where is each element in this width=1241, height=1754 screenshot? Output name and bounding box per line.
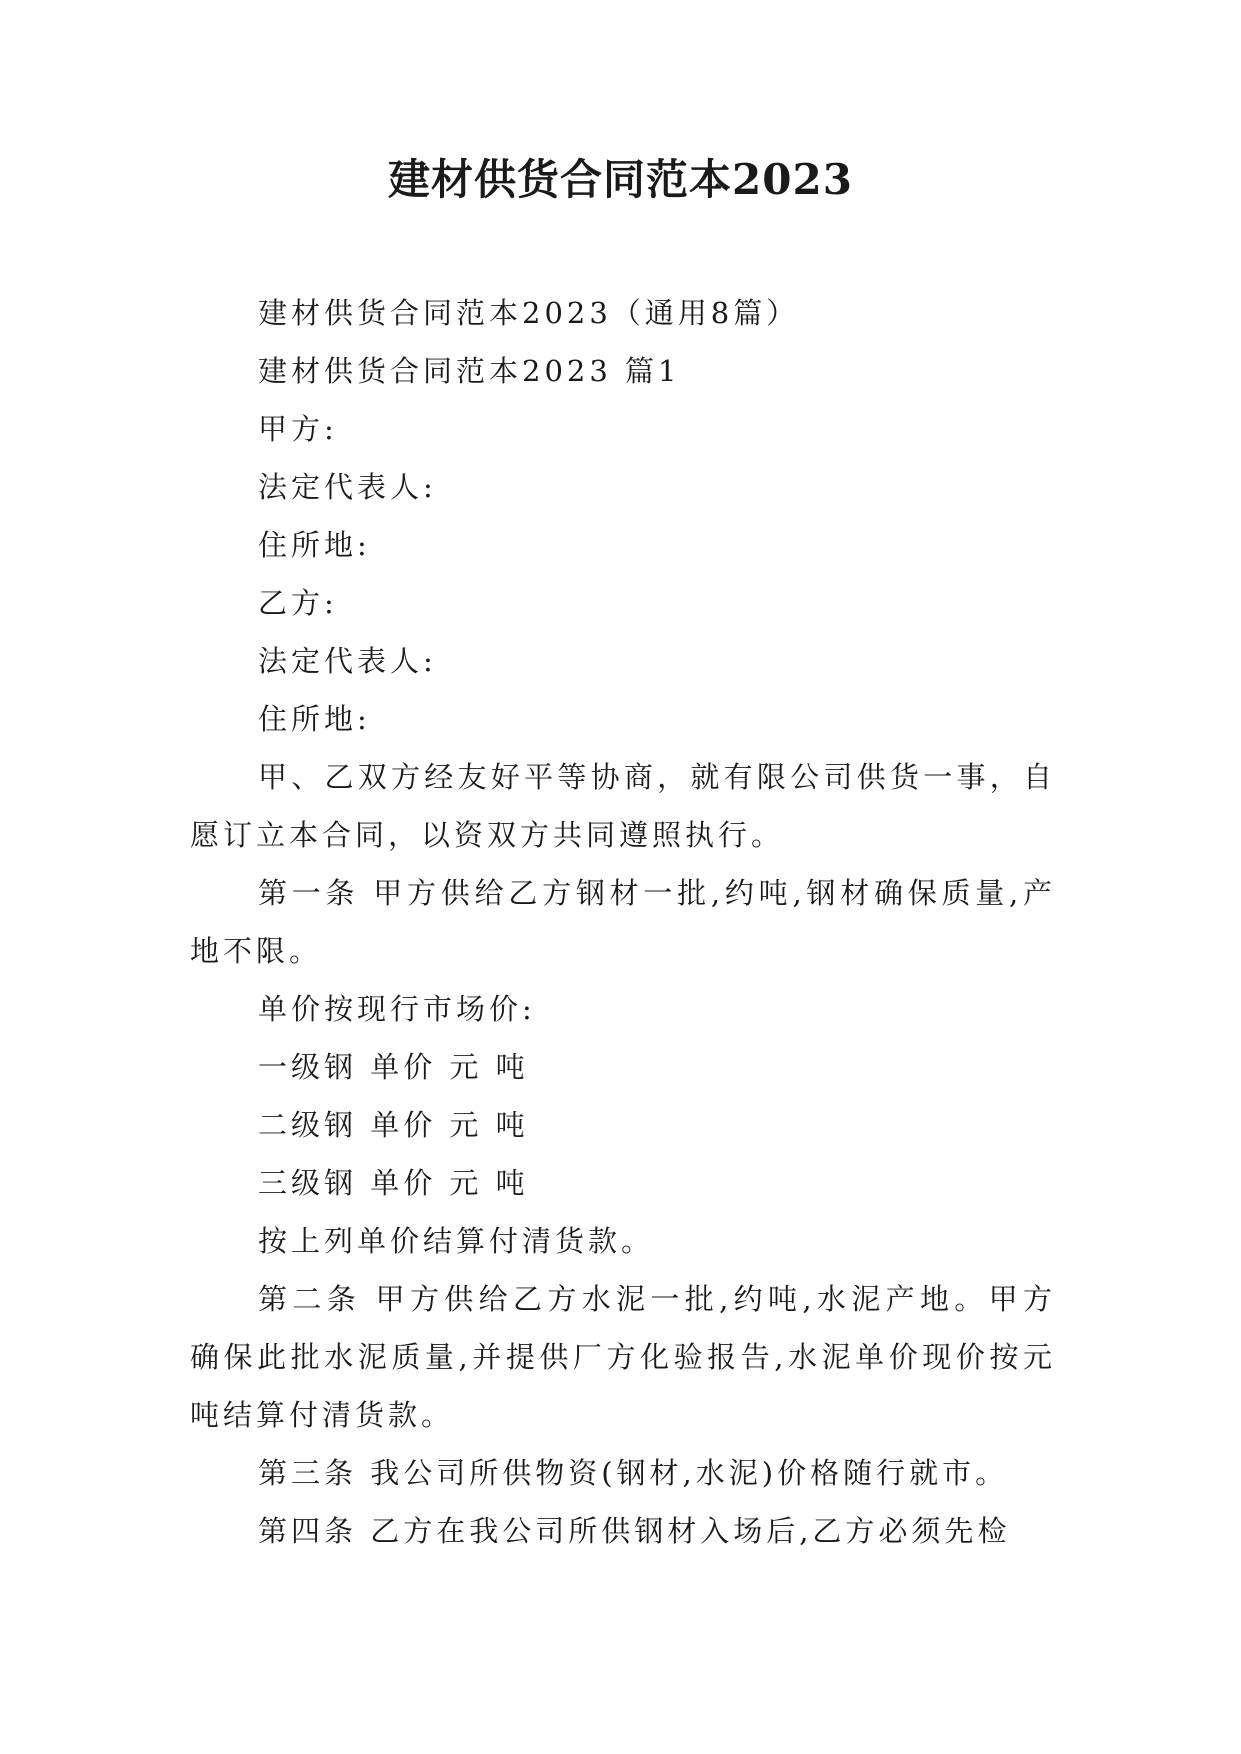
- party-a-representative-label: 法定代表人:: [258, 470, 437, 504]
- party-b-address-label: 住所地:: [258, 702, 371, 736]
- settlement-note: 按上列单价结算付清货款。: [258, 1224, 655, 1258]
- article-4: 第四条 乙方在我公司所供钢材入场后,乙方必须先检: [258, 1514, 1011, 1548]
- paragraph-heading: 建材供货合同范本2023（通用8篇）: [258, 296, 800, 330]
- price-line-grade-2: 二级钢 单价 元 吨: [258, 1108, 529, 1142]
- price-note: 单价按现行市场价:: [258, 992, 536, 1026]
- price-line-grade-1: 一级钢 单价 元 吨: [258, 1050, 529, 1084]
- document-title: 建材供货合同范本2023: [388, 155, 853, 204]
- paragraph-section-title: 建材供货合同范本2023 篇1: [258, 354, 681, 388]
- party-b-representative-label: 法定代表人:: [258, 644, 437, 678]
- document-body: [190, 284, 1070, 1560]
- party-b-label: 乙方:: [258, 586, 338, 620]
- article-2: 第二条 甲方供给乙方水泥一批,约吨,水泥产地。甲方确保此批水泥质量,并提供厂方化验报告,水泥单价现价按元 吨结算付清货款。: [190, 1282, 1070, 1432]
- price-line-grade-3: 三级钢 单价 元 吨: [258, 1166, 529, 1200]
- party-a-address-label: 住所地:: [258, 528, 371, 562]
- article-3: 第三条 我公司所供物资(钢材,水泥)价格随行就市。: [258, 1456, 1009, 1490]
- party-a-label: 甲方:: [258, 412, 338, 446]
- article-1: 第一条 甲方供给乙方钢材一批,约吨,钢材确保质量,产地不限。: [190, 876, 1056, 968]
- preamble-paragraph: 甲、乙双方经友好平等协商，就有限公司供货一事，自愿订立本合同，以资双方共同遵照执行。: [190, 760, 1056, 852]
